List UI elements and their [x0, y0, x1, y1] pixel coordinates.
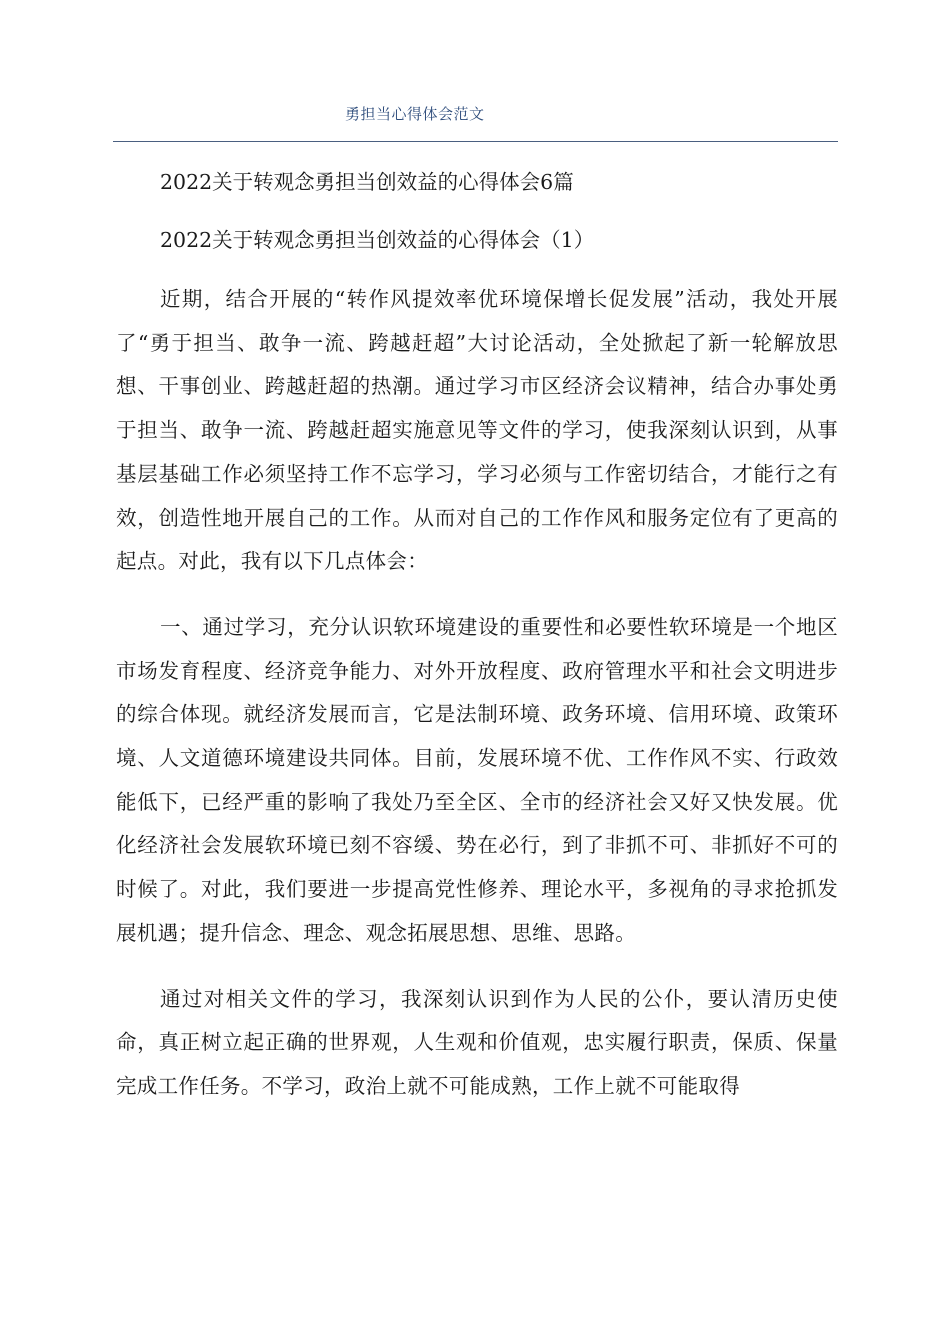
paragraph: 近期，结合开展的“转作风提效率优环境保增长促发展”活动，我处开展了“勇于担当、敢争一流、跨越赶超”大讨论活动，全处掀起了新一轮解放思想、干事创业、跨越赶超的热潮。通过学习市区经济会议精神，结合办事处勇于担当、敢争一流、跨越赶超实施意见等文件的学习，使我深刻认识到，从事基层基础工作必须坚持工作不忘学习，学习必须与工作密切结合，才能行之有效，创造性地开展自己的工作。从而对自己的工作作风和服务定位有了更高的起点。对此，我有以下几点体会：	[116, 287, 838, 574]
paragraph: 通过对相关文件的学习，我深刻认识到作为人民的公仆，要认清历史使命，真正树立起正确的世界观，人生观和价值观，忠实履行职责，保质、保量完成工作任务。不学习，政治上就不可能成熟，工作上就不可能取得	[116, 986, 838, 1098]
document-main-title: 2022关于转观念勇担当创效益的心得体会6篇	[160, 170, 574, 194]
header-divider	[113, 141, 838, 142]
paragraph: 一、通过学习，充分认识软环境建设的重要性和必要性软环境是一个地区市场发育程度、经济竞争能力、对外开放程度、政府管理水平和社会文明进步的综合体现。就经济发展而言，它是法制环境、政务环境、信用环境、政策环境、人文道德环境建设共同体。目前，发展环境不优、工作作风不实、行政效能低下，已经严重的影响了我处乃至全区、全市的经济社会又好又快发展。优化经济社会发展软环境已刻不容缓、势在必行，到了非抓不可、非抓好不可的时候了。对此，我们要进一步提高党性修养、理论水平，多视角的寻求抢抓发展机遇；提升信念、理念、观念拓展思想、思维、思路。	[116, 614, 838, 945]
document-body	[116, 162, 838, 1131]
running-header: 勇担当心得体会范文	[345, 105, 485, 123]
document-section-title: 2022关于转观念勇担当创效益的心得体会（1）	[160, 228, 595, 252]
